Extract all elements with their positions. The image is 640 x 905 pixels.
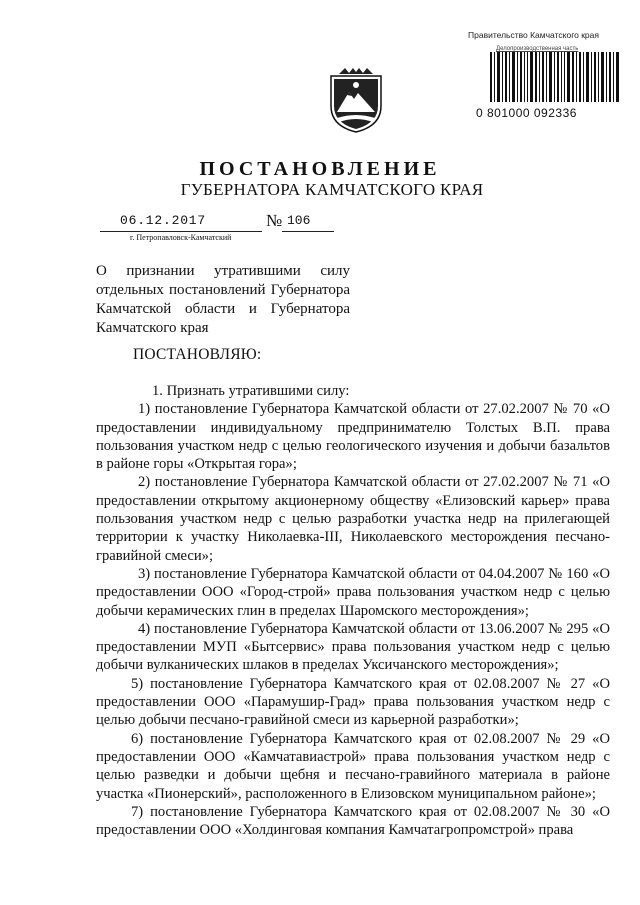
list-item: 4) постановление Губернатора Камчатской области от 13.06.2007 № 295 «О предоставлении МУП «Бытсервис» права пользования участком недр с целью добычи вулканических шлаков в пределах Уксичанского месторождения»; <box>96 620 610 674</box>
body-intro: 1. Признать утратившими силу: <box>152 383 350 399</box>
barcode-icon <box>490 52 620 102</box>
number-sign: № <box>266 211 283 230</box>
list-item: 1) постановление Губернатора Камчатской области от 27.02.2007 № 70 «О предоставлении индивидуальному предпринимателю Толстых В.П. права пользования участком недр с целью геологического изучения и добычи базальтов в районе горы «Открытая гора»; <box>96 401 610 473</box>
list-item: 3) постановление Губернатора Камчатской области от 04.04.2007 № 160 «О предоставлении ООО «Город-строй» права пользования участком недр с целью добычи керамических глин в пределах Шаромского месторождения»; <box>96 565 610 619</box>
stamp-copy-label: Делопроизводственная часть <box>496 46 579 52</box>
place-of-issue: г. Петропавловск-Камчатский <box>130 233 232 242</box>
registration-stamp <box>468 30 633 52</box>
number-underline <box>282 231 334 232</box>
document-body <box>96 382 610 839</box>
kamchatka-coat-of-arms-icon <box>327 68 385 134</box>
list-item: 5) постановление Губернатора Камчатского края от 02.08.2007 № 27 «О предоставлении ООО «Парамушир-Град» права пользования участком недр с целью добычи песчано-гравийной смеси из карьерной разработки»; <box>96 675 610 729</box>
document-date: 06.12.2017 <box>120 213 207 228</box>
document-subject: О признании утратившими силу отдельных постановлений Губернатора Камчатской области и Губернатора Камчатского края <box>96 263 350 336</box>
list-item: 6) постановление Губернатора Камчатского края от 02.08.2007 № 29 «О предоставлении ООО «Камчатавиастрой» права пользования участком недр с целью разведки и добычи щебня и песчано-гравийного материала в районе участка «Пионерский», расположенного в Елизовском муниципальном районе»; <box>96 730 610 802</box>
document-title: ПОСТАНОВЛЕНИЕ <box>199 158 441 180</box>
list-item: 7) постановление Губернатора Камчатского края от 02.08.2007 № 30 «О предоставлении ООО «Холдинговая компания Камчатагропромстрой» права <box>96 803 610 839</box>
barcode-number: 0 801000 092336 <box>476 106 577 120</box>
resolve-heading: ПОСТАНОВЛЯЮ: <box>133 346 262 363</box>
list-item: 2) постановление Губернатора Камчатской области от 27.02.2007 № 71 «О предоставлении открытому акционерному обществу «Елизовский карьер» права пользования участком недр с целью разработки участка недр на прилегающей территории к участку Николаевка-III, Николаевского месторождения песчано-гравийной смеси»; <box>96 474 610 564</box>
document-issuer: ГУБЕРНАТОРА КАМЧАТСКОГО КРАЯ <box>180 180 484 199</box>
date-underline <box>100 231 262 232</box>
stamp-organization: Правительство Камчатского края <box>468 30 599 40</box>
document-number: 106 <box>287 213 311 228</box>
